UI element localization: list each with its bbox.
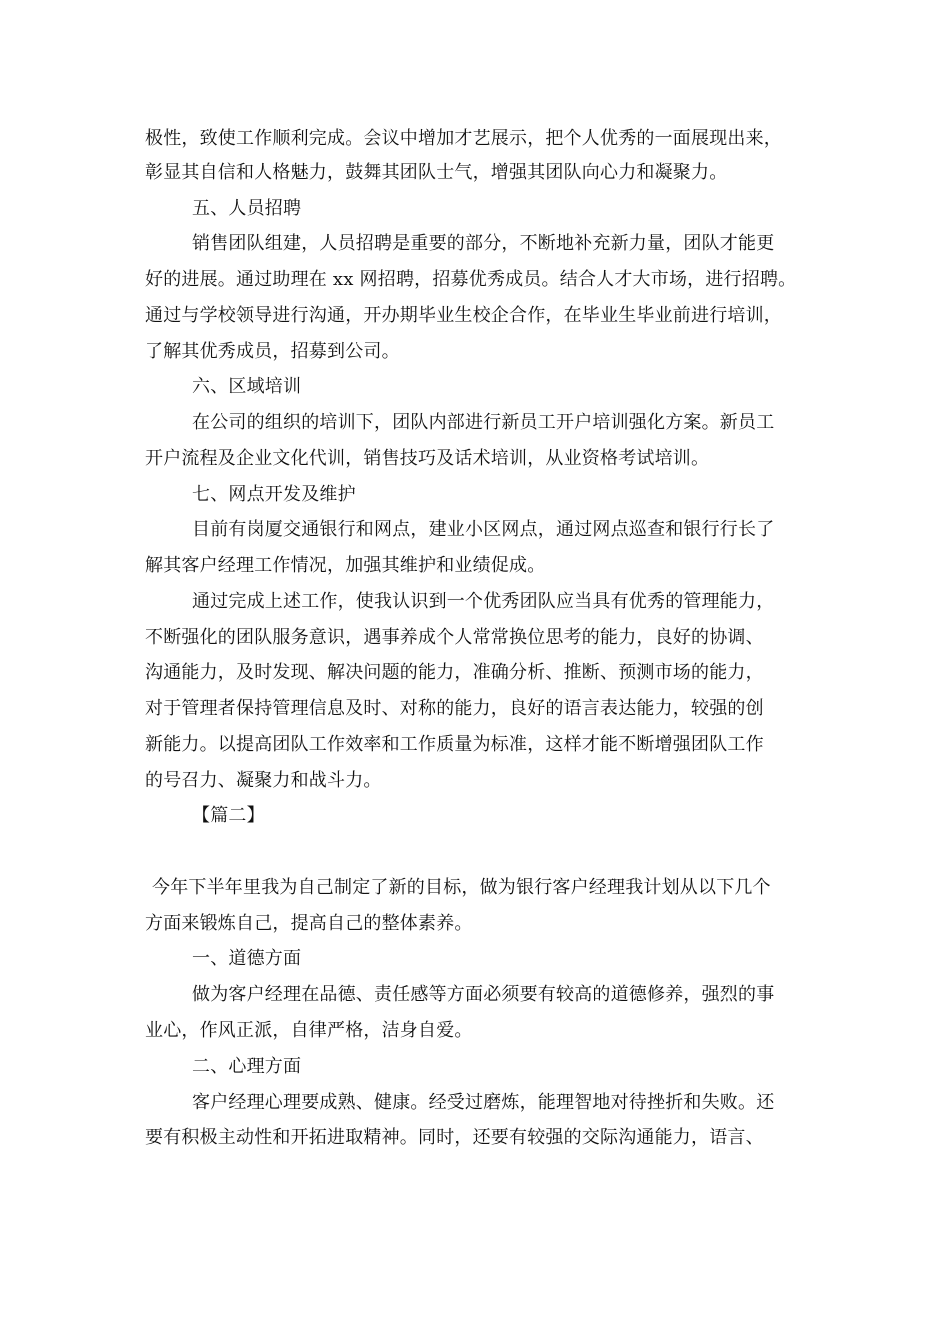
text-line: 的号召力、凝聚力和战斗力。	[145, 770, 382, 791]
section-heading: 五、人员招聘	[192, 198, 302, 219]
text-line: 在公司的组织的培训下，团队内部进行新员工开户培训强化方案。新员工	[192, 412, 775, 433]
text-line: 开户流程及企业文化代训，销售技巧及话术培训，从业资格考试培训。	[145, 448, 710, 469]
text-line: 销售团队组建，人员招聘是重要的部分，不断地补充新力量，团队才能更	[192, 233, 775, 254]
text-line: 业心，作风正派，自律严格，洁身自爱。	[145, 1020, 473, 1041]
part-heading: 【篇二】	[192, 805, 265, 826]
text-line: 做为客户经理在品德、责任感等方面必须要有较高的道德修养，强烈的事	[192, 984, 775, 1005]
section-heading: 六、区域培训	[192, 376, 302, 397]
section-heading: 七、网点开发及维护	[192, 484, 356, 505]
text-line: 通过与学校领导进行沟通，开办期毕业生校企合作，在毕业生毕业前进行培训，	[145, 305, 782, 326]
text-line: 不断强化的团队服务意识，遇事养成个人常常换位思考的能力，良好的协调、	[145, 627, 764, 648]
text-line: 要有积极主动性和开拓进取精神。同时，还要有较强的交际沟通能力，语言、	[145, 1127, 764, 1148]
text-line: 好的进展。通过助理在 xx 网招聘，招募优秀成员。结合人才大市场，进行招聘。	[145, 269, 797, 290]
text-line: 今年下半年里我为自己制定了新的目标，做为银行客户经理我计划从以下几个	[152, 877, 771, 898]
text-line: 方面来锻炼自己，提高自己的整体素养。	[145, 913, 473, 934]
text-line: 极性，致使工作顺利完成。会议中增加才艺展示，把个人优秀的一面展现出来，	[145, 128, 782, 149]
text-line: 对于管理者保持管理信息及时、对称的能力，良好的语言表达能力，较强的创	[145, 698, 764, 719]
text-line: 彰显其自信和人格魅力，鼓舞其团队士气，增强其团队向心力和凝聚力。	[145, 162, 728, 183]
section-heading: 一、道德方面	[192, 948, 302, 969]
text-line: 了解其优秀成员，招募到公司。	[145, 341, 400, 362]
text-line: 通过完成上述工作，使我认识到一个优秀团队应当具有优秀的管理能力，	[192, 591, 775, 612]
text-line: 沟通能力，及时发现、解决问题的能力，准确分析、推断、预测市场的能力，	[145, 662, 764, 683]
text-line: 客户经理心理要成熟、健康。经受过磨炼，能理智地对待挫折和失败。还	[192, 1092, 775, 1113]
section-heading: 二、心理方面	[192, 1056, 302, 1077]
text-line: 解其客户经理工作情况，加强其维护和业绩促成。	[145, 555, 546, 576]
text-line: 目前有岗厦交通银行和网点，建业小区网点，通过网点巡查和银行行长了	[192, 519, 775, 540]
text-line: 新能力。以提高团队工作效率和工作质量为标准，这样才能不断增强团队工作	[145, 734, 764, 755]
